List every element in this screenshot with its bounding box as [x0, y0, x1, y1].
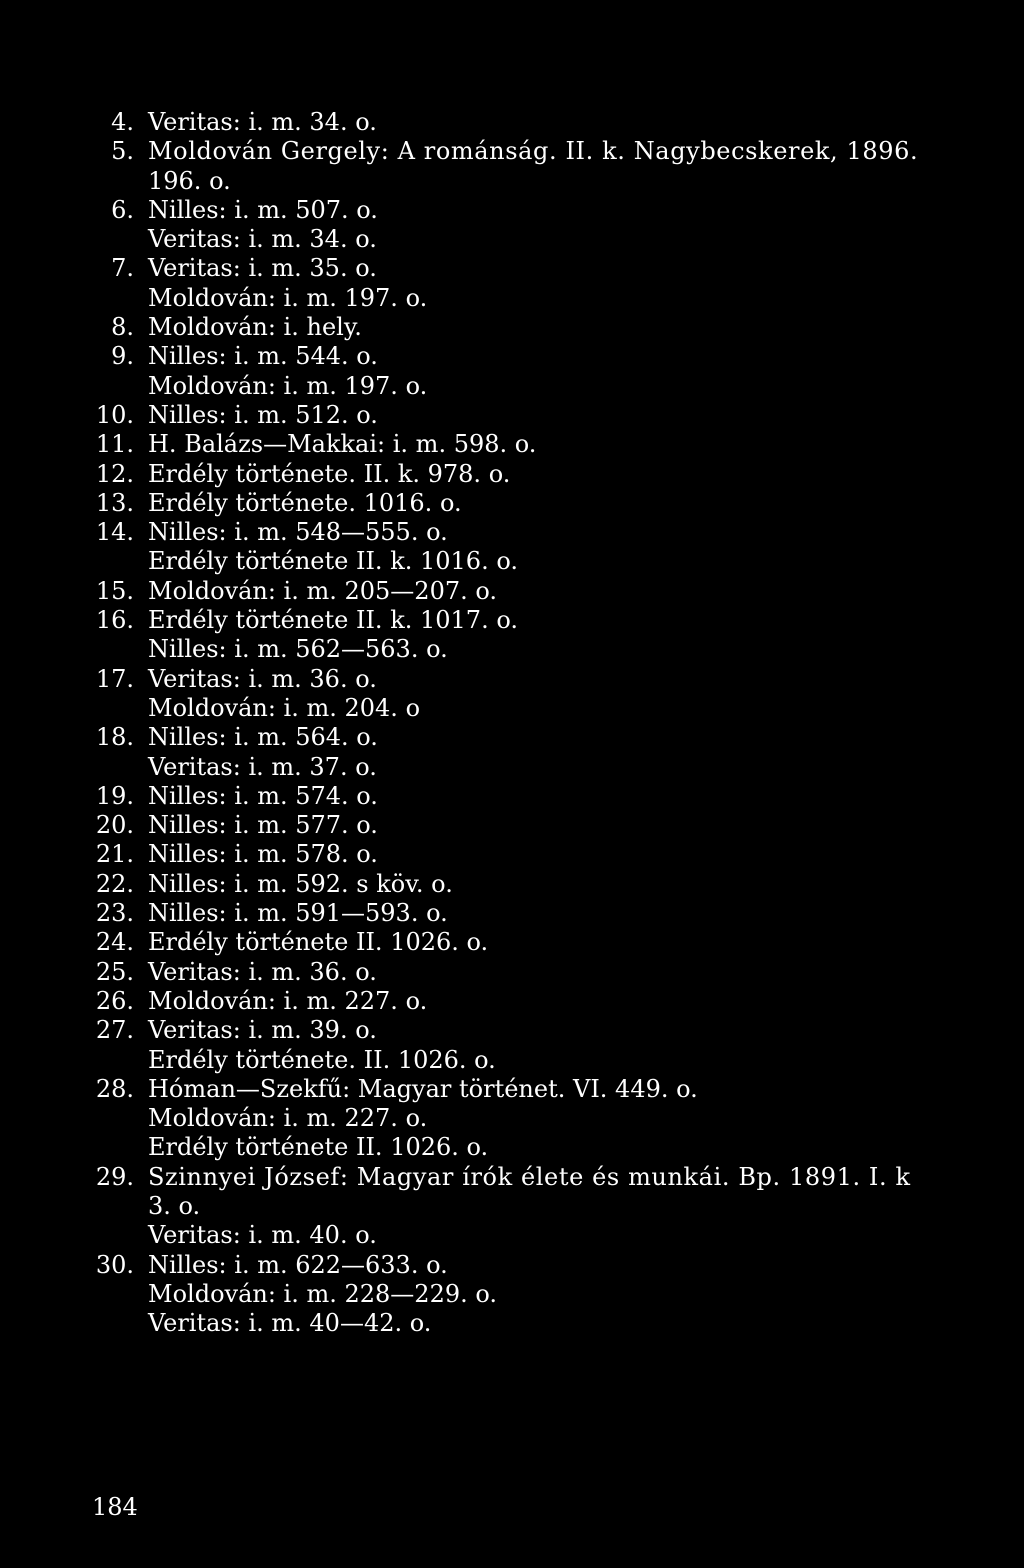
footnote-text: Nilles: i. m. 592. s köv. o.	[148, 869, 453, 898]
footnote-text: Nilles: i. m. 507. o.	[148, 195, 378, 224]
footnote-text: Veritas: i. m. 39. o.	[148, 1016, 377, 1045]
footnote-text: Moldován Gergely: A románság. II. k. Nagybecskerek, 1896.	[148, 137, 919, 166]
footnote-line	[0, 606, 1024, 635]
footnote-line	[0, 137, 1024, 166]
footnote-number: 12.	[95, 459, 134, 488]
footnote-number: 19.	[95, 781, 134, 810]
footnote-line	[0, 225, 1024, 254]
footnote-text: Moldován: i. m. 227. o.	[148, 986, 428, 1015]
footnote-line	[0, 460, 1024, 489]
footnote-text: Veritas: i. m. 34. o.	[148, 225, 377, 254]
footnote-text: Moldován: i. m. 228—229. o.	[148, 1279, 498, 1308]
footnote-line	[0, 1163, 1024, 1192]
footnote-line	[0, 987, 1024, 1016]
footnote-line	[0, 723, 1024, 752]
footnote-text: Moldován: i. m. 205—207. o.	[148, 576, 498, 605]
footnote-text: Moldován: i. m. 204. o	[148, 693, 421, 722]
footnote-text: Nilles: i. m. 574. o.	[148, 781, 378, 810]
footnote-number: 25.	[95, 957, 134, 986]
footnote-number: 15.	[95, 576, 134, 605]
footnote-number: 30.	[95, 1250, 134, 1279]
footnote-number: 16.	[95, 606, 134, 635]
footnote-text: Nilles: i. m. 577. o.	[148, 811, 378, 840]
footnote-text: 196. o.	[148, 166, 231, 195]
footnote-line	[0, 753, 1024, 782]
footnote-text: Nilles: i. m. 578. o.	[148, 840, 378, 869]
footnote-text: 3. o.	[148, 1191, 201, 1220]
footnote-number: 20.	[95, 811, 134, 840]
footnote-text: Nilles: i. m. 512. o.	[148, 400, 378, 429]
footnote-line	[0, 108, 1024, 137]
footnote-text: Erdély története. 1016. o.	[148, 488, 462, 517]
footnote-number: 8.	[111, 313, 134, 342]
footnote-line	[0, 899, 1024, 928]
footnote-line	[0, 254, 1024, 283]
footnote-text: Moldován: i. m. 227. o.	[148, 1104, 428, 1133]
footnote-number: 24.	[95, 928, 134, 957]
footnote-text: Erdély története II. 1026. o.	[148, 928, 489, 957]
footnote-number: 26.	[95, 986, 134, 1015]
footnote-line	[0, 489, 1024, 518]
footnote-number: 27.	[95, 1016, 134, 1045]
footnote-line	[0, 1309, 1024, 1338]
footnote-line	[0, 1133, 1024, 1162]
footnote-number: 10.	[95, 400, 134, 429]
footnote-number: 28.	[95, 1074, 134, 1103]
footnote-number: 21.	[95, 840, 134, 869]
footnote-text: Veritas: i. m. 40—42. o.	[148, 1309, 432, 1338]
footnote-line	[0, 401, 1024, 430]
footnote-line	[0, 342, 1024, 371]
footnote-line	[0, 782, 1024, 811]
footnote-text: Nilles: i. m. 591—593. o.	[148, 899, 448, 928]
footnote-number: 6.	[111, 195, 134, 224]
footnote-text: Erdély története. II. k. 978. o.	[148, 459, 511, 488]
footnote-line	[0, 518, 1024, 547]
footnote-text: Szinnyei József: Magyar írók élete és munkái. Bp. 1891. I. k	[148, 1162, 911, 1191]
footnote-number: 17.	[95, 664, 134, 693]
footnote-line	[0, 1280, 1024, 1309]
footnote-line	[0, 577, 1024, 606]
footnote-number: 29.	[95, 1162, 134, 1191]
footnote-line	[0, 1046, 1024, 1075]
footnote-number: 18.	[95, 723, 134, 752]
footnote-line	[0, 870, 1024, 899]
footnote-text: Nilles: i. m. 564. o.	[148, 723, 378, 752]
footnote-line	[0, 167, 1024, 196]
footnote-number: 7.	[111, 254, 134, 283]
footnote-line	[0, 284, 1024, 313]
footnote-number: 14.	[95, 518, 134, 547]
footnote-line	[0, 1104, 1024, 1133]
footnote-line	[0, 694, 1024, 723]
footnote-number: 9.	[111, 342, 134, 371]
footnote-text: Erdély története II. k. 1016. o.	[148, 547, 518, 576]
footnote-line	[0, 430, 1024, 459]
footnote-line	[0, 665, 1024, 694]
footnote-number: 11.	[95, 430, 134, 459]
footnote-text: Nilles: i. m. 544. o.	[148, 342, 378, 371]
footnote-number: 4.	[111, 108, 134, 136]
footnote-line	[0, 1016, 1024, 1045]
footnote-list	[0, 108, 1024, 1338]
footnote-text: Nilles: i. m. 548—555. o.	[148, 518, 448, 547]
footnote-line	[0, 547, 1024, 576]
footnote-line	[0, 840, 1024, 869]
footnote-number: 13.	[95, 488, 134, 517]
footnote-text: H. Balázs—Makkai: i. m. 598. o.	[148, 430, 537, 459]
footnote-text: Erdély története II. 1026. o.	[148, 1133, 489, 1162]
footnote-line	[0, 372, 1024, 401]
footnote-line	[0, 958, 1024, 987]
footnote-line	[0, 1251, 1024, 1280]
footnote-text: Veritas: i. m. 35. o.	[148, 254, 377, 283]
footnote-text: Veritas: i. m. 40. o.	[148, 1221, 377, 1250]
footnote-text: Moldován: i. hely.	[148, 313, 362, 342]
footnote-text: Veritas: i. m. 37. o.	[148, 752, 377, 781]
footnote-line	[0, 313, 1024, 342]
footnote-text: Veritas: i. m. 36. o.	[148, 664, 377, 693]
footnote-number: 23.	[95, 899, 134, 928]
footnote-line	[0, 196, 1024, 225]
footnote-text: Hóman—Szekfű: Magyar történet. VI. 449. o.	[148, 1074, 698, 1103]
footnote-line	[0, 811, 1024, 840]
footnote-text: Erdély története II. k. 1017. o.	[148, 606, 518, 635]
footnote-line	[0, 1075, 1024, 1104]
footnote-number: 22.	[95, 869, 134, 898]
footnote-line	[0, 635, 1024, 664]
footnote-line	[0, 1221, 1024, 1250]
footnote-text: Veritas: i. m. 34. o.	[148, 108, 377, 136]
footnote-line	[0, 1192, 1024, 1221]
footnote-line	[0, 928, 1024, 957]
page-number: 184	[92, 1493, 138, 1521]
footnote-text: Erdély története. II. 1026. o.	[148, 1045, 496, 1074]
footnote-text: Nilles: i. m. 622—633. o.	[148, 1250, 448, 1279]
footnote-text: Veritas: i. m. 36. o.	[148, 957, 377, 986]
footnote-text: Moldován: i. m. 197. o.	[148, 371, 428, 400]
footnote-text: Moldován: i. m. 197. o.	[148, 283, 428, 312]
footnote-number: 5.	[111, 137, 134, 166]
footnote-text: Nilles: i. m. 562—563. o.	[148, 635, 448, 664]
